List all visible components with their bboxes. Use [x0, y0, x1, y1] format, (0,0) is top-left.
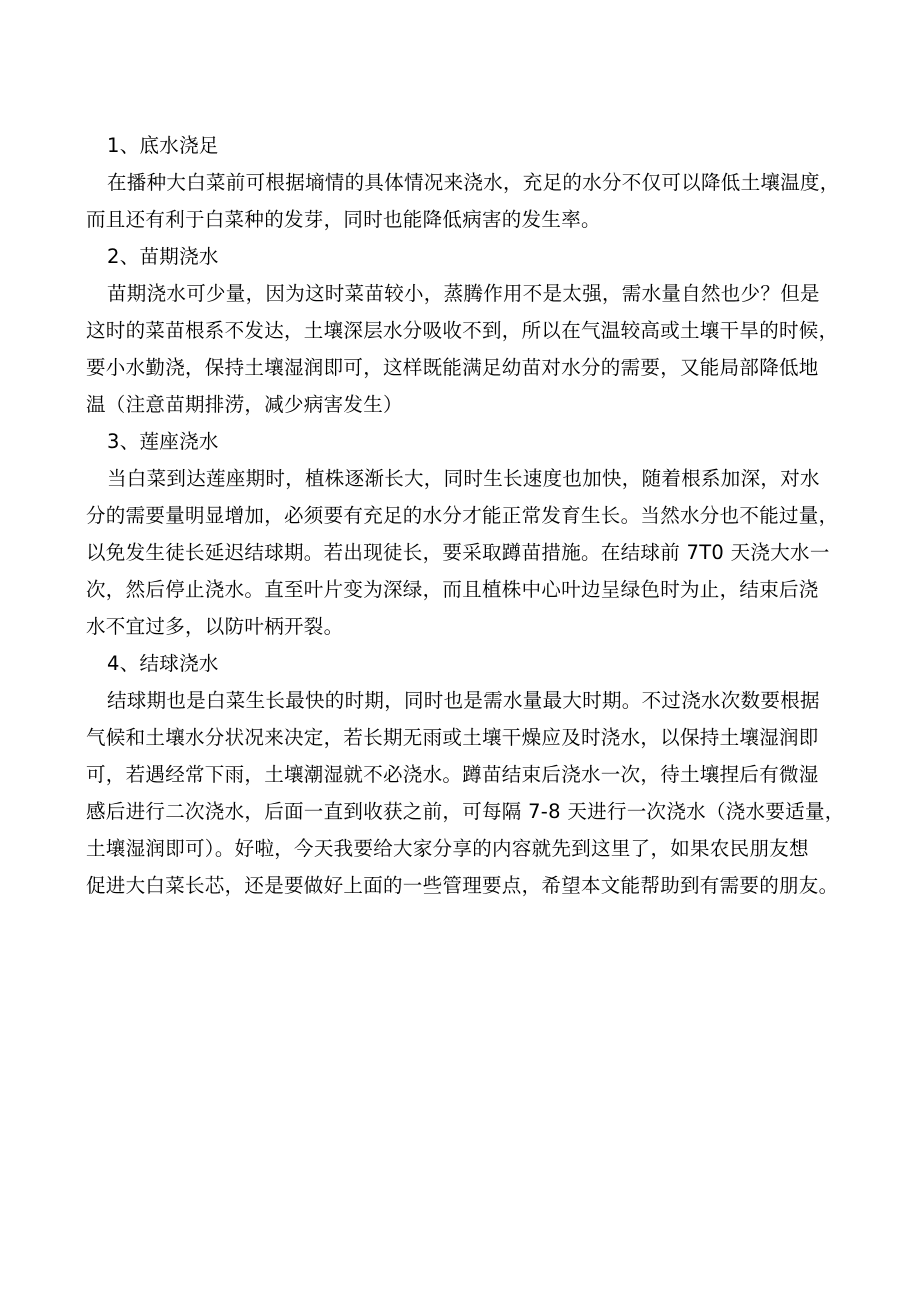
- paragraph-line: 这时的菜苗根系不发达，土壤深层水分吸收不到，所以在气温较高或土壤干旱的时候，: [86, 319, 839, 342]
- paragraph-line: 要小水勤浇，保持土壤湿润即可，这样既能满足幼苗对水分的需要，又能局部降低地: [86, 356, 819, 379]
- paragraph-line: 可，若遇经常下雨，土壤潮湿就不必浇水。蹲苗结束后浇水一次，待土壤捏后有微湿: [86, 763, 819, 786]
- paragraph-line: 土壤湿润即可）。好啦，今天我要给大家分享的内容就先到这里了，如果农民朋友想: [86, 837, 809, 860]
- section-heading: 1、底水浇足: [107, 134, 219, 157]
- section-heading: 4、结球浇水: [107, 652, 219, 675]
- paragraph-line: 促进大白菜长芯，还是要做好上面的一些管理要点，希望本文能帮助到有需要的朋友。: [86, 874, 839, 897]
- section-heading: 2、苗期浇水: [107, 245, 219, 268]
- paragraph-line: 在播种大白菜前可根据墒情的具体情况来浇水，充足的水分不仅可以降低土壤温度，: [107, 171, 840, 194]
- document-body: [86, 127, 845, 904]
- paragraph-line: 结球期也是白菜生长最快的时期，同时也是需水量最大时期。不过浇水次数要根据: [107, 689, 820, 712]
- paragraph-line: 气候和土壤水分状况来决定，若长期无雨或土壤干燥应及时浇水，以保持土壤湿润即: [86, 726, 819, 749]
- paragraph-line: 以免发生徒长延迟结球期。若出现徒长，要采取蹲苗措施。在结球前 7T0 天浇大水一: [86, 541, 830, 564]
- paragraph-line: 当白菜到达莲座期时，植株逐渐长大，同时生长速度也加快，随着根系加深，对水: [107, 467, 820, 490]
- paragraph-line: 温（注意苗期排涝，减少病害发生）: [86, 393, 403, 416]
- paragraph-line: 分的需要量明显增加，必须要有充足的水分才能正常发育生长。当然水分也不能过量，: [86, 504, 839, 527]
- paragraph-line: 次，然后停止浇水。直至叶片变为深绿，而且植株中心叶边呈绿色时为止，结束后浇: [86, 578, 819, 601]
- section-heading: 3、莲座浇水: [107, 430, 219, 453]
- paragraph-line: 苗期浇水可少量，因为这时菜苗较小，蒸腾作用不是太强，需水量自然也少？但是: [107, 282, 820, 305]
- paragraph-line: 而且还有利于白菜种的发芽，同时也能降低病害的发生率。: [86, 208, 601, 231]
- paragraph-line: 感后进行二次浇水，后面一直到收获之前，可每隔 7-8 天进行一次浇水（浇水要适量，: [86, 800, 845, 823]
- paragraph-line: 水不宜过多，以防叶柄开裂。: [86, 615, 344, 638]
